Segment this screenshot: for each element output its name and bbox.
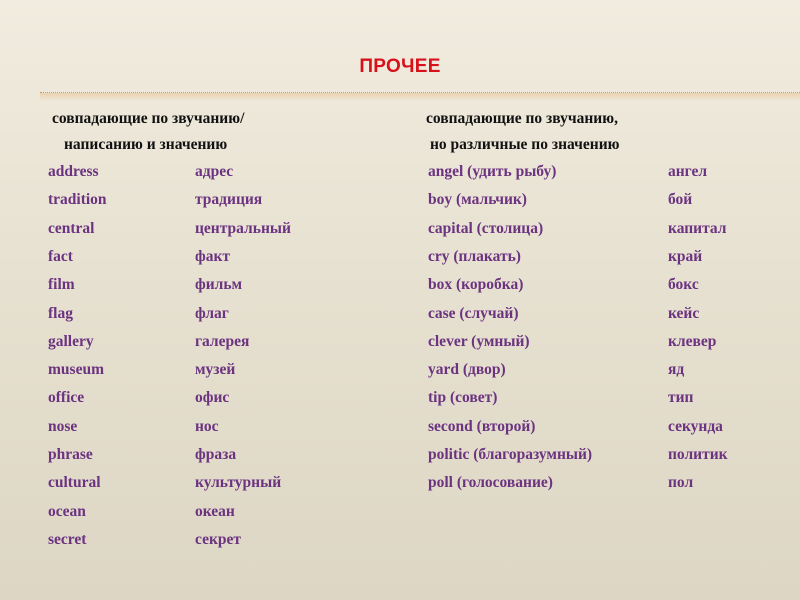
same-meaning-russian-word: музей — [195, 361, 236, 379]
left-header-line1: совпадающие по звучанию/ — [52, 110, 245, 127]
same-meaning-russian-word: нос — [195, 417, 219, 435]
right-header-line2: но различные по значению — [430, 136, 620, 153]
same-meaning-english-word: nose — [48, 417, 78, 435]
different-meaning-russian-word: ангел — [668, 163, 708, 180]
word-row — [0, 248, 800, 276]
word-row — [0, 276, 800, 304]
same-meaning-russian-word: фраза — [195, 446, 237, 463]
same-meaning-russian-word: адрес — [195, 163, 234, 180]
same-meaning-russian-word: галерея — [195, 332, 250, 350]
different-meaning-russian-word: кейс — [668, 304, 700, 322]
same-meaning-russian-word: традиция — [195, 191, 263, 209]
word-row — [0, 220, 800, 248]
same-meaning-russian-word: секрет — [195, 530, 241, 548]
slide-title: ПРОЧЕЕ — [359, 56, 441, 77]
different-meaning-russian-word: бой — [668, 191, 693, 209]
different-meaning-english-word: case (случай) — [428, 304, 519, 322]
same-meaning-russian-word: фильм — [195, 276, 243, 294]
same-meaning-english-word: cultural — [48, 474, 101, 492]
different-meaning-russian-word: тип — [668, 389, 694, 407]
same-meaning-english-word: central — [48, 219, 95, 237]
different-meaning-russian-word: пол — [668, 474, 694, 492]
different-meaning-russian-word: политик — [668, 446, 728, 463]
same-meaning-english-word: fact — [48, 247, 73, 265]
word-row — [0, 191, 800, 219]
different-meaning-english-word: politic (благоразумный) — [428, 446, 593, 463]
same-meaning-english-word: tradition — [48, 191, 107, 209]
different-meaning-english-word: boy (мальчик) — [428, 191, 527, 209]
different-meaning-russian-word: бокс — [668, 276, 699, 294]
different-meaning-russian-word: секунда — [668, 417, 723, 435]
word-row — [0, 418, 800, 446]
different-meaning-english-word: yard (двор) — [428, 361, 506, 379]
different-meaning-english-word: angel (удить рыбу) — [428, 163, 557, 180]
word-row — [0, 503, 800, 531]
same-meaning-russian-word: культурный — [195, 474, 282, 492]
different-meaning-russian-word: край — [668, 247, 703, 265]
different-meaning-russian-word: капитал — [668, 219, 727, 237]
same-meaning-english-word: phrase — [48, 446, 93, 463]
same-meaning-english-word: gallery — [48, 332, 94, 350]
word-row — [0, 333, 800, 361]
different-meaning-english-word: clever (умный) — [428, 332, 530, 350]
different-meaning-english-word: capital (столица) — [428, 219, 544, 237]
different-meaning-english-word: poll (голосование) — [428, 474, 553, 492]
divider-glow — [40, 93, 800, 101]
word-row — [0, 474, 800, 502]
left-header-line2: написанию и значению — [64, 136, 228, 153]
word-row — [0, 361, 800, 389]
same-meaning-russian-word: офис — [195, 389, 230, 407]
different-meaning-russian-word: клевер — [668, 332, 717, 350]
different-meaning-english-word: second (второй) — [428, 417, 536, 435]
same-meaning-russian-word: факт — [195, 247, 231, 265]
same-meaning-russian-word: океан — [195, 502, 235, 520]
different-meaning-english-word: tip (совет) — [428, 389, 498, 407]
word-row — [0, 446, 800, 474]
same-meaning-english-word: ocean — [48, 502, 86, 520]
same-meaning-english-word: office — [48, 389, 85, 407]
word-row — [0, 389, 800, 417]
word-row — [0, 531, 800, 559]
word-row — [0, 305, 800, 333]
same-meaning-english-word: flag — [48, 304, 73, 322]
different-meaning-english-word: cry (плакать) — [428, 247, 521, 265]
different-meaning-russian-word: яд — [668, 361, 685, 379]
different-meaning-english-word: box (коробка) — [428, 276, 524, 294]
same-meaning-english-word: address — [48, 163, 99, 180]
same-meaning-russian-word: центральный — [195, 219, 291, 237]
same-meaning-english-word: film — [48, 276, 75, 294]
word-row — [0, 163, 800, 191]
same-meaning-russian-word: флаг — [195, 304, 229, 322]
same-meaning-english-word: museum — [48, 361, 104, 379]
same-meaning-english-word: secret — [48, 530, 87, 548]
right-header-line1: совпадающие по звучанию, — [426, 110, 618, 127]
